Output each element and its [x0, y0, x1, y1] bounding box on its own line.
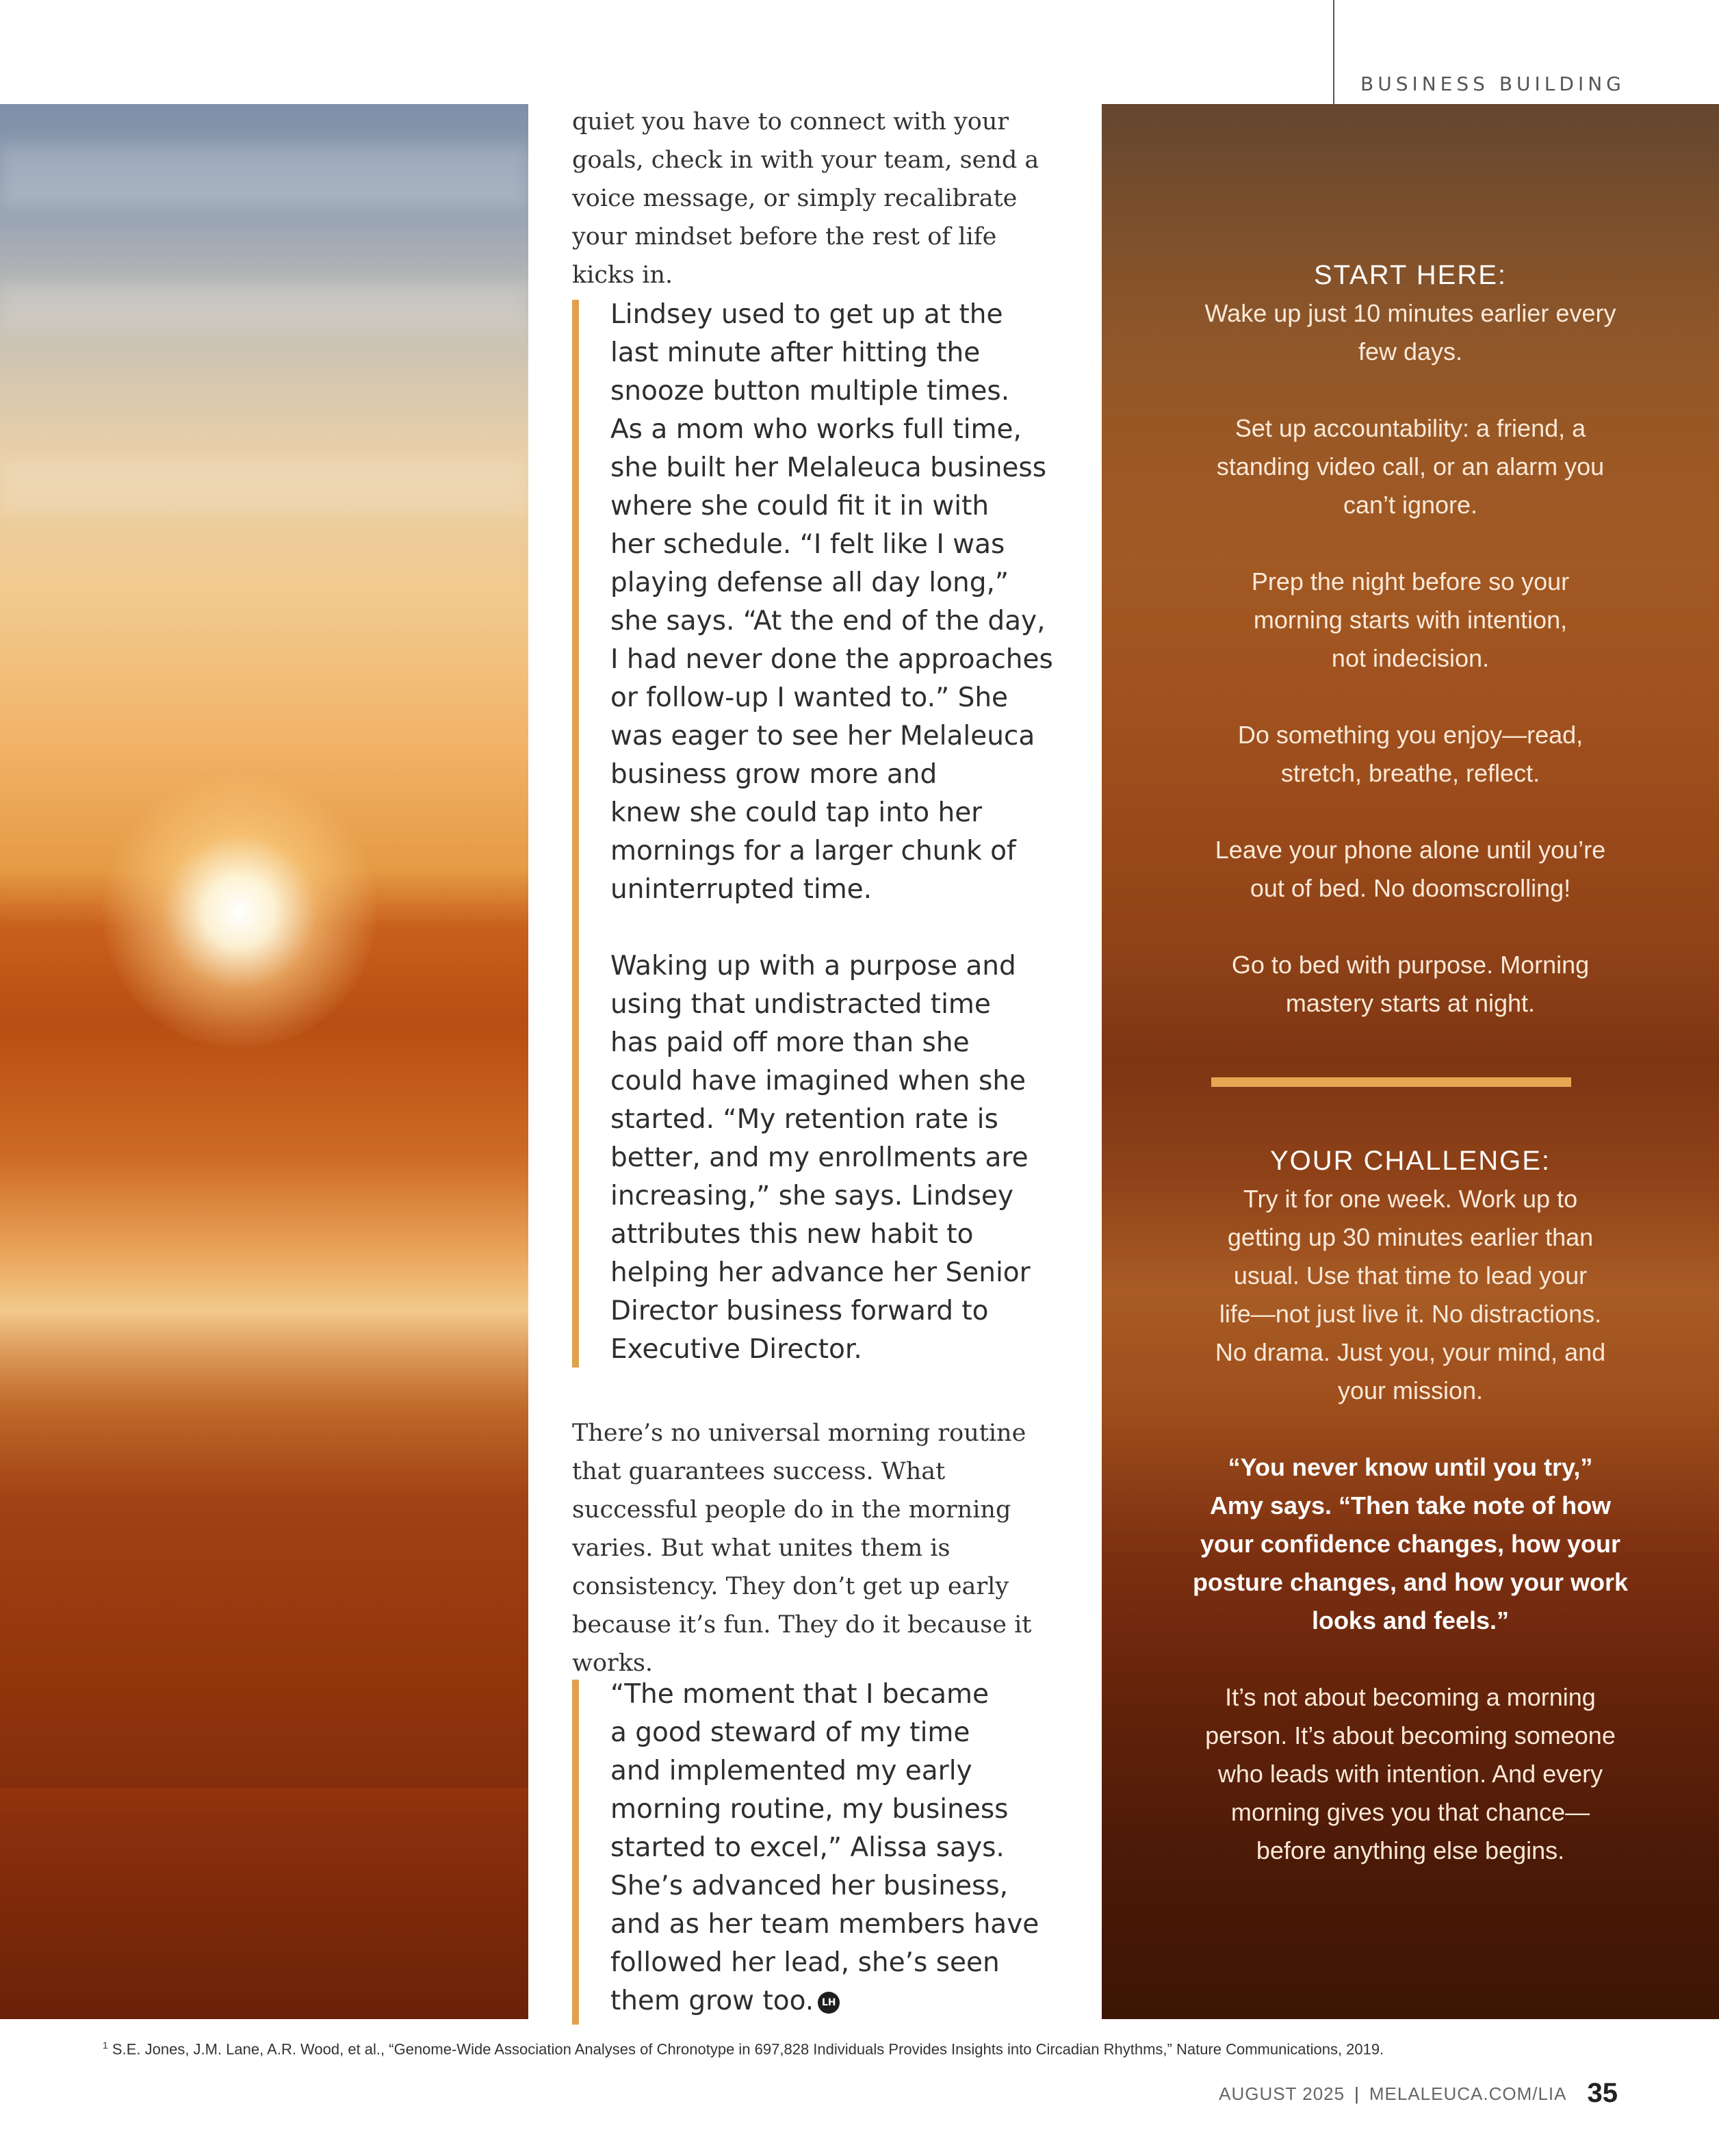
footnote-marker: 1 [103, 2040, 108, 2051]
quote-alissa-text [610, 1676, 1103, 2020]
issue-date: AUGUST 2025 [1219, 2083, 1345, 2104]
cloud-band [0, 145, 528, 207]
pull-quote-alissa [572, 1676, 1078, 2025]
tip-item: Wake up just 10 minutes earlier every few days. [1204, 299, 1616, 365]
page-number: 35 [1587, 2078, 1618, 2108]
footnote [103, 2040, 1384, 2058]
challenge-heading: YOUR CHALLENGE: [1269, 1146, 1551, 1176]
tree-mist [0, 1309, 528, 1788]
quote-alissa-body: “The moment that I became a good steward of my time and implemented my early morning routine, my business started to excel,” Alissa says. She’s advanced her business, and as her team members have followed her lead, she’s seen them grow too. [610, 1679, 1039, 2016]
start-here-panel [1102, 256, 1719, 1061]
quote-accent-bar [572, 300, 579, 1368]
sun-glow [103, 775, 376, 1049]
start-here-heading: START HERE: [1313, 260, 1508, 290]
tip-item: Do something you enjoy—read, stretch, breathe, reflect. [1237, 721, 1584, 787]
author-initials-badge: LH [818, 1992, 840, 2014]
sunrise-photo-left [0, 104, 528, 2019]
body-paragraph-1: quiet you have to connect with your goals, check in with your team, send a voice message, or simply recalibrate your mindset before the rest of life kicks in. [572, 108, 1039, 289]
challenge-text: Try it for one week. Work up to getting up 30 minutes earlier than usual. Use that time to lead your life—not just live it. No distractions. No drama. Just you, your mind, and your mission. [1215, 1185, 1606, 1404]
cloud-band [0, 460, 528, 515]
tip-item: Prep the night before so your morning starts with intention, not indecision. [1251, 567, 1570, 672]
panel-divider [1211, 1077, 1571, 1087]
header-divider [1333, 0, 1334, 105]
tip-item: Leave your phone alone until you’re out of bed. No doomscrolling! [1215, 836, 1606, 902]
quote-accent-bar [572, 1680, 579, 2025]
site-link[interactable]: MELALEUCA.COM/LIA [1369, 2083, 1567, 2104]
footer-separator: | [1354, 2083, 1360, 2104]
challenge-panel [1102, 1142, 1719, 1908]
tip-item: Go to bed with purpose. Morning mastery starts at night. [1231, 951, 1590, 1017]
page-footer [1219, 2078, 1618, 2109]
pull-quote-lindsey [572, 296, 1078, 1373]
footnote-text: S.E. Jones, J.M. Lane, A.R. Wood, et al., “Genome-Wide Association Analyses of Chronotype in 697,828 Individuals Provides Insights into Circadian Rhythms,” Nature Communications, 2019. [112, 2040, 1384, 2058]
section-label: BUSINESS BUILDING [1360, 73, 1625, 95]
closing-text: It’s not about becoming a morning person. It’s about becoming someone who leads with intention. And every morning gives you that chance— before anything else begins. [1205, 1683, 1616, 1864]
amy-quote: “You never know until you try,” Amy says. “Then take note of how your confidence changes, how your posture changes, and how your work looks and feels.” [1192, 1453, 1629, 1634]
body-paragraph-2: There’s no universal morning routine that guarantees success. What successful people do in the morning varies. But what unites them is consistency. They don’t get up early because it’s fun. They do it because it works. [572, 1420, 1032, 1677]
quote-lindsey-text: Lindsey used to get up at the last minute after hitting the snooze button multiple times. As a mom who works full time, she built her Melaleuca business where she could fit it in with her schedule. “I felt like I was playing defense all day long,” she says. “At the end of the day, I had never done the approaches or follow-up I wanted to.” She was eager to see her Melaleuca business grow more and knew she could tap into her mornings for a larger chunk of uninterrupted time. Waking up with a purpose and using that undistracted time has paid off more than she could have imagined when she started. “My retention rate is better, and my enrollments are increasing,” she says. Lindsey attributes this new habit to helping her advance her Senior Director business forward to Executive Director. [610, 299, 1053, 1365]
tip-item: Set up accountability: a friend, a standing video call, or an alarm you can’t ignore. [1216, 414, 1605, 519]
cloud-band [0, 282, 528, 330]
